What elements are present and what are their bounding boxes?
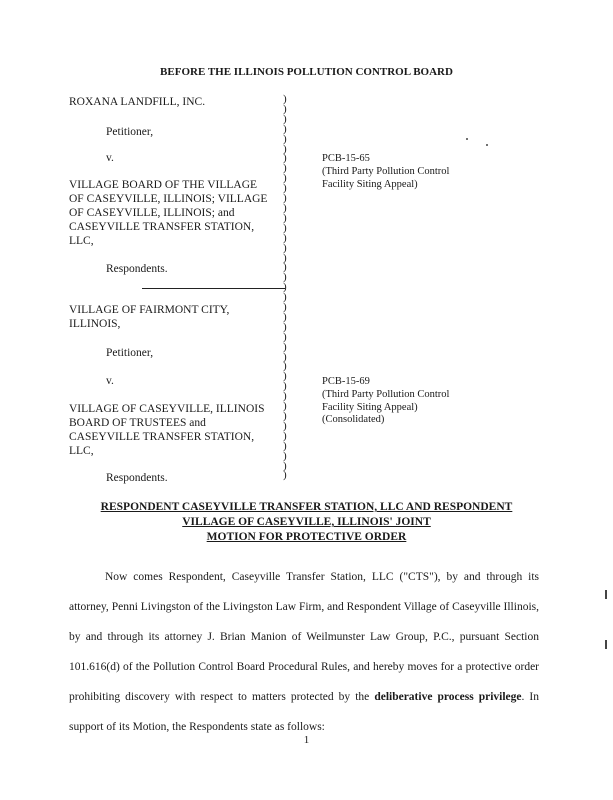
scan-speck [486, 144, 488, 146]
case2-type-block [322, 389, 449, 427]
case1-type-line: (Third Party Pollution Control [322, 166, 450, 177]
case1-petitioner-name: ROXANA LANDFILL, INC. [69, 96, 206, 108]
case2-petitioner-line: VILLAGE OF FAIRMONT CITY, [69, 304, 230, 316]
case1-respondents-role: Respondents. [106, 263, 168, 275]
body-intro: Now comes Respondent, Caseyville Transfer Station, LLC ("CTS"), by and through its attorney, Penni Livingston of the Livingston Law Firm, and Respondent Village of Caseyville Illinois, by and through its attorney J. Brian Manion of Weilmunster Law Group, P.C., pursuant Section 101.616(d) of the Pollution Control Board Procedural Rules, and hereby moves for a protective order prohibiting discovery with respect to matters protected by the [69, 571, 539, 703]
court-header: BEFORE THE ILLINOIS POLLUTION CONTROL BOARD [160, 66, 453, 78]
case1-number: PCB-15-65 [322, 153, 370, 164]
body-paragraph [69, 562, 539, 742]
case2-respondents-block [69, 402, 264, 458]
case1-type-block [322, 166, 449, 191]
motion-body [69, 562, 539, 742]
page-number: 1 [303, 734, 310, 746]
case2-type-line: (Consolidated) [322, 414, 385, 425]
motion-title-line: VILLAGE OF CASEYVILLE, ILLINOIS' JOINT [182, 516, 431, 528]
case2-respondent-line: LLC, [69, 445, 94, 457]
body-outro: . In support of its Motion, the Respondents state as follows: [69, 691, 540, 733]
scan-speck [605, 640, 607, 649]
case2-type-line: Facility Siting Appeal) [322, 401, 418, 413]
caption-divider [142, 288, 285, 289]
case1-respondents-block [69, 178, 267, 248]
case1-type-line: Facility Siting Appeal) [322, 178, 418, 190]
case1-respondent-line: OF CASEYVILLE, ILLINOIS; VILLAGE [69, 193, 268, 205]
motion-title-line: MOTION FOR PROTECTIVE ORDER [206, 531, 407, 543]
case2-respondents-role: Respondents. [106, 472, 168, 484]
case1-petitioner-role: Petitioner, [106, 126, 154, 138]
motion-title-line: RESPONDENT CASEYVILLE TRANSFER STATION, LLC AND RESPONDENT [100, 501, 513, 513]
case2-versus: v. [106, 375, 114, 387]
case2-petitioner-role: Petitioner, [106, 347, 154, 359]
case2-respondent-line: VILLAGE OF CASEYVILLE, ILLINOIS [69, 403, 265, 415]
body-emphasis: deliberative process privilege [374, 691, 522, 703]
case1-respondent-line: CASEYVILLE TRANSFER STATION, [69, 221, 255, 233]
scan-speck [466, 138, 468, 140]
case2-petitioner-block [69, 303, 229, 331]
case2-respondent-line: CASEYVILLE TRANSFER STATION, [69, 431, 255, 443]
caption-parentheses: ) ) ) ) ) ) ) ) ) ) ) ) ) ) ) ) ) ) ) ) ) ) ) ) ) ) ) ) ) ) ) ) ) ) ) ) ) ) ) [283, 93, 287, 482]
case2-petitioner-line: ILLINOIS, [69, 318, 121, 330]
case2-respondent-line: BOARD OF TRUSTEES and [69, 417, 206, 429]
scan-speck [605, 590, 607, 599]
case2-number: PCB-15-69 [322, 376, 370, 387]
case1-respondent-line: VILLAGE BOARD OF THE VILLAGE [69, 179, 258, 191]
case1-versus: v. [106, 152, 114, 164]
case2-type-line: (Third Party Pollution Control [322, 389, 450, 400]
case1-respondent-line: OF CASEYVILLE, ILLINOIS; and [69, 207, 235, 219]
case1-respondent-line: LLC, [69, 235, 94, 247]
